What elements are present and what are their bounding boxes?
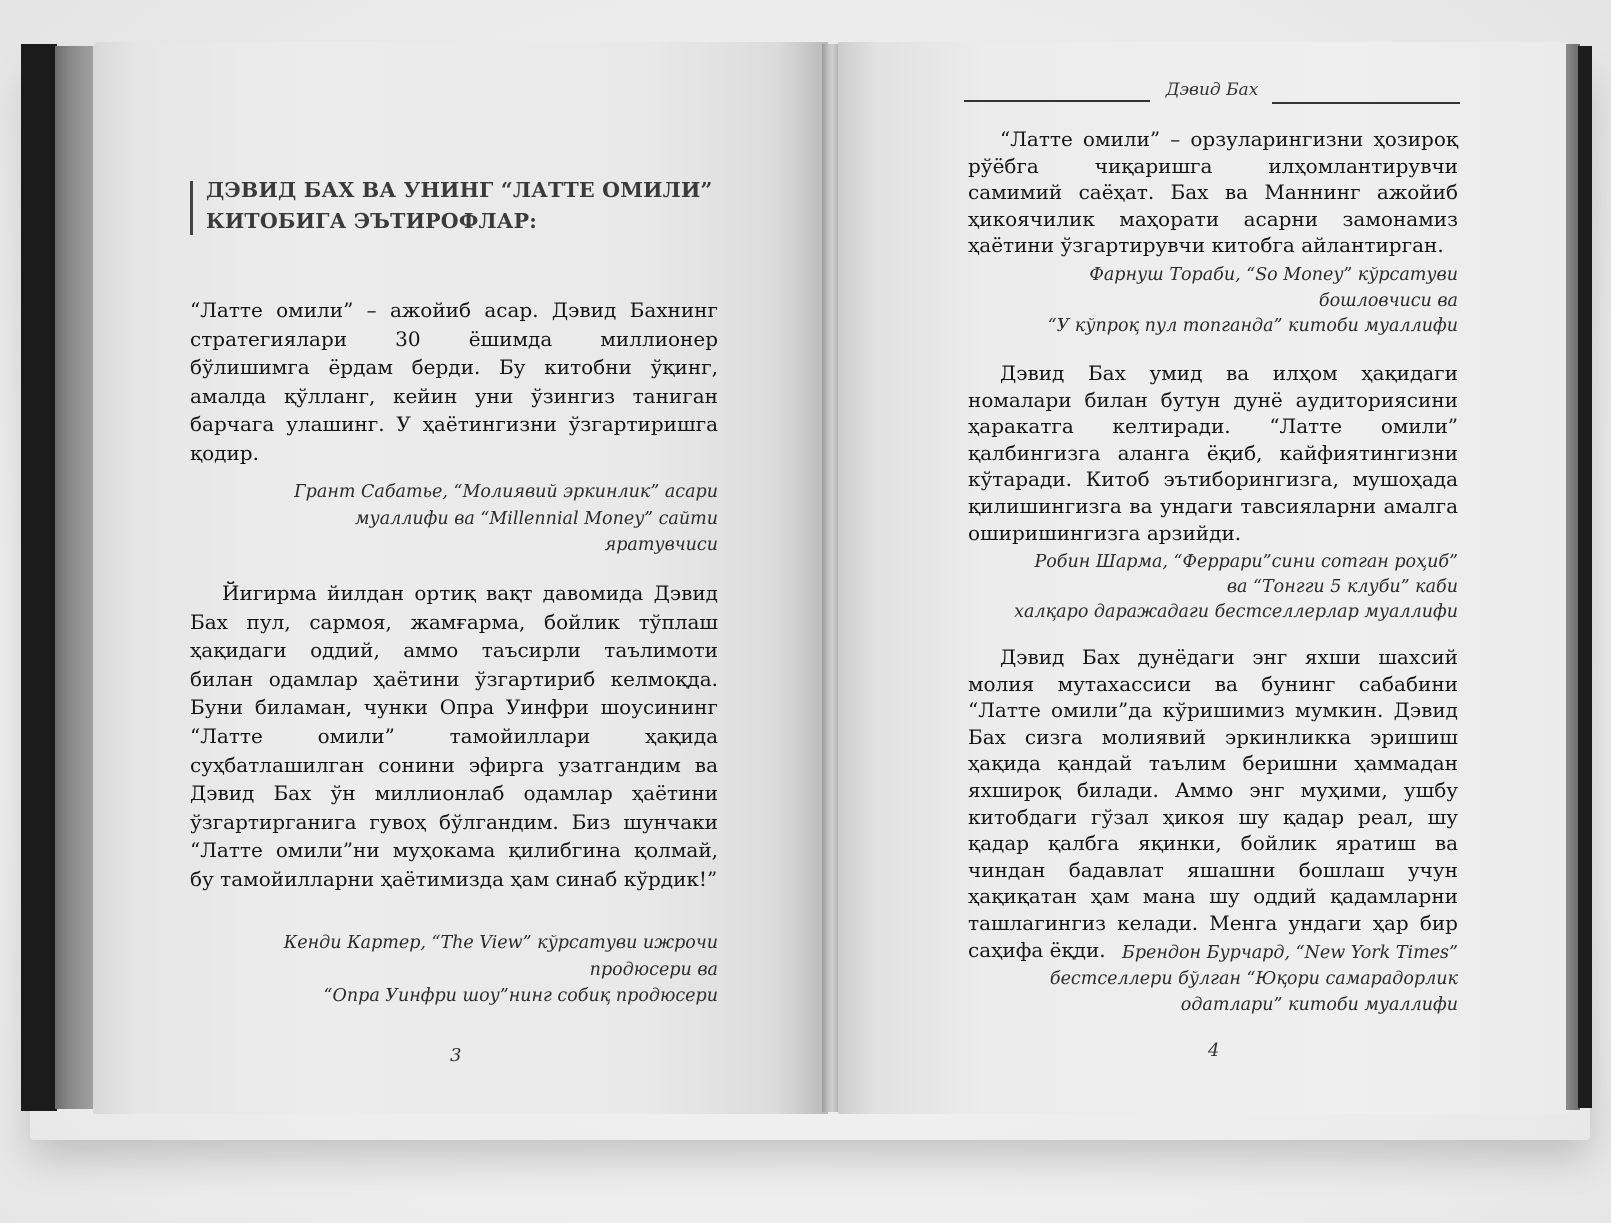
running-header-title: Дэвид Бах [1165,80,1259,100]
attribution-line: муаллифи ва “Millennial Money” сайти [355,508,718,529]
testimonial-quote: Дэвид Бах дунёдаги энг яхши шахсий молия мутахассиси ва бунинг сабабини “Латте омили”да кўришимиз мумкин. Дэвид Бах сизга молиявий эркинликка эришиш ҳақида қандай таълим беришни ҳаммадан яхшироқ билади. Аммо энг муҳими, ушбу китобдаги гўзал ҳикоя шу қадар реал, шу қадар қалбга яқинки, бойлик яратиш ва чиндан бадавлат яшашни бошлаш учун ҳақиқатан ҳам мана шу оддий қадамларни ташлагингиз келади. Менга ундаги ҳар бир саҳифа ёқди. [968,645,1458,962]
testimonial-attribution [968,550,1458,625]
page-number: 4 [1208,1040,1220,1061]
attribution-line: Грант Сабатье, “Молиявий эркинлик” асари [294,482,718,502]
attribution-line: Брендон Бурчард, “New York Times” [1121,943,1458,963]
attribution-line: бестселлери бўлган “Юқори самарадорлик [1049,969,1458,989]
testimonial-quote: Йигирма йилдан ортиқ вақт давомида Дэвид Бах пул, сармоя, жамғарма, бойлик тўплаш ҳақидаги оддий, аммо таъсирли таълимоти билан одамлар ҳаётини ўзгартириб келмоқда. Буни биламан, чунки Опра Уинфри шоусининг “Латте омили” тамойиллари ҳақида суҳбатлашилган сонини эфирга узатгандим ва Дэвид Бах ўн миллионлаб одамлар ҳаётини ўзгартирганига гувоҳ бўлгандим. Биз шунчаки “Латте омили”ни муҳокама қилибгина қолмай, бу тамойилларни ҳаётимизда ҳам синаб кўрдик!” [190,581,718,891]
testimonial-quote: “Латте омили” – орзуларингизни ҳозироқ рўёбга чиқаришга илҳомлантирувчи самимий саёҳат. Бах ва Маннинг ажойиб ҳикоячилик маҳорати асарни замонамиз ҳаётини ўзгартирувчи китобга айлантирган. [968,127,1458,258]
attribution-line: “У кўпроқ пул топганда” китоби муаллифи [1047,316,1458,336]
section-heading [206,175,726,237]
testimonial-quote: Дэвид Бах умид ва илҳом ҳақидаги номалари билан бутун дунё аудиториясини ҳаракатга келтиради. “Латте омили” қалбингизга аланга ёқиб, кайфиятингизни кўтаради. Китоб эътиборингизга, мушоҳада қилишингизга ва ундаги тавсияларни амалга оширишингизга арзийди. [968,361,1458,545]
attribution-line: одатлари” китоби муаллифи [1180,995,1458,1015]
back-cover-edge [21,44,57,1111]
attribution-line: бошловчиси ва [1318,290,1458,311]
attribution-line: яратувчиси [604,535,718,555]
testimonial-attribution [968,940,1458,1018]
heading-line: ДЭВИД БАХ ВА УНИНГ “ЛАТТЕ ОМИЛИ” [206,178,713,202]
testimonial-attribution [190,930,718,1010]
attribution-line: ва “Тонгги 5 клуби” каби [1226,577,1458,597]
testimonial-attribution [190,479,718,559]
page-stack-edge [55,46,95,1109]
attribution-line: “Опра Уинфри шоу”нинг собиқ продюсери [323,986,718,1006]
attribution-line: продюсери ва [589,959,718,980]
attribution-line: Кенди Картер, “The View” кўрсатуви ижрочи [283,933,718,953]
front-cover-edge [1578,46,1592,1108]
page-number: 3 [450,1045,462,1066]
running-header [964,80,1460,110]
attribution-line: халқаро даражадаги бестселлерлар муаллифи [1014,602,1458,622]
attribution-line: Фарнуш Тораби, “So Money” кўрсатуви [1089,265,1458,285]
heading-line: КИТОБИГА ЭЪТИРОФЛАР: [206,209,538,233]
testimonial-attribution [968,263,1458,340]
attribution-line: Робин Шарма, “Феррари”сини сотган роҳиб” [1034,552,1458,572]
testimonial-quote: “Латте омили” – ажойиб асар. Дэвид Бахнинг стратегиялари 30 ёшимда миллионер бўлишимга ёрдам берди. Бу китобни ўқинг, амалда қўлланг, кейин уни ўзингиз таниган барчага улашинг. У ҳаётингизни ўзгартиришга қодир. [190,298,718,465]
header-rule-left [964,100,1150,102]
heading-accent-bar [190,181,193,235]
header-rule-right [1272,102,1460,104]
